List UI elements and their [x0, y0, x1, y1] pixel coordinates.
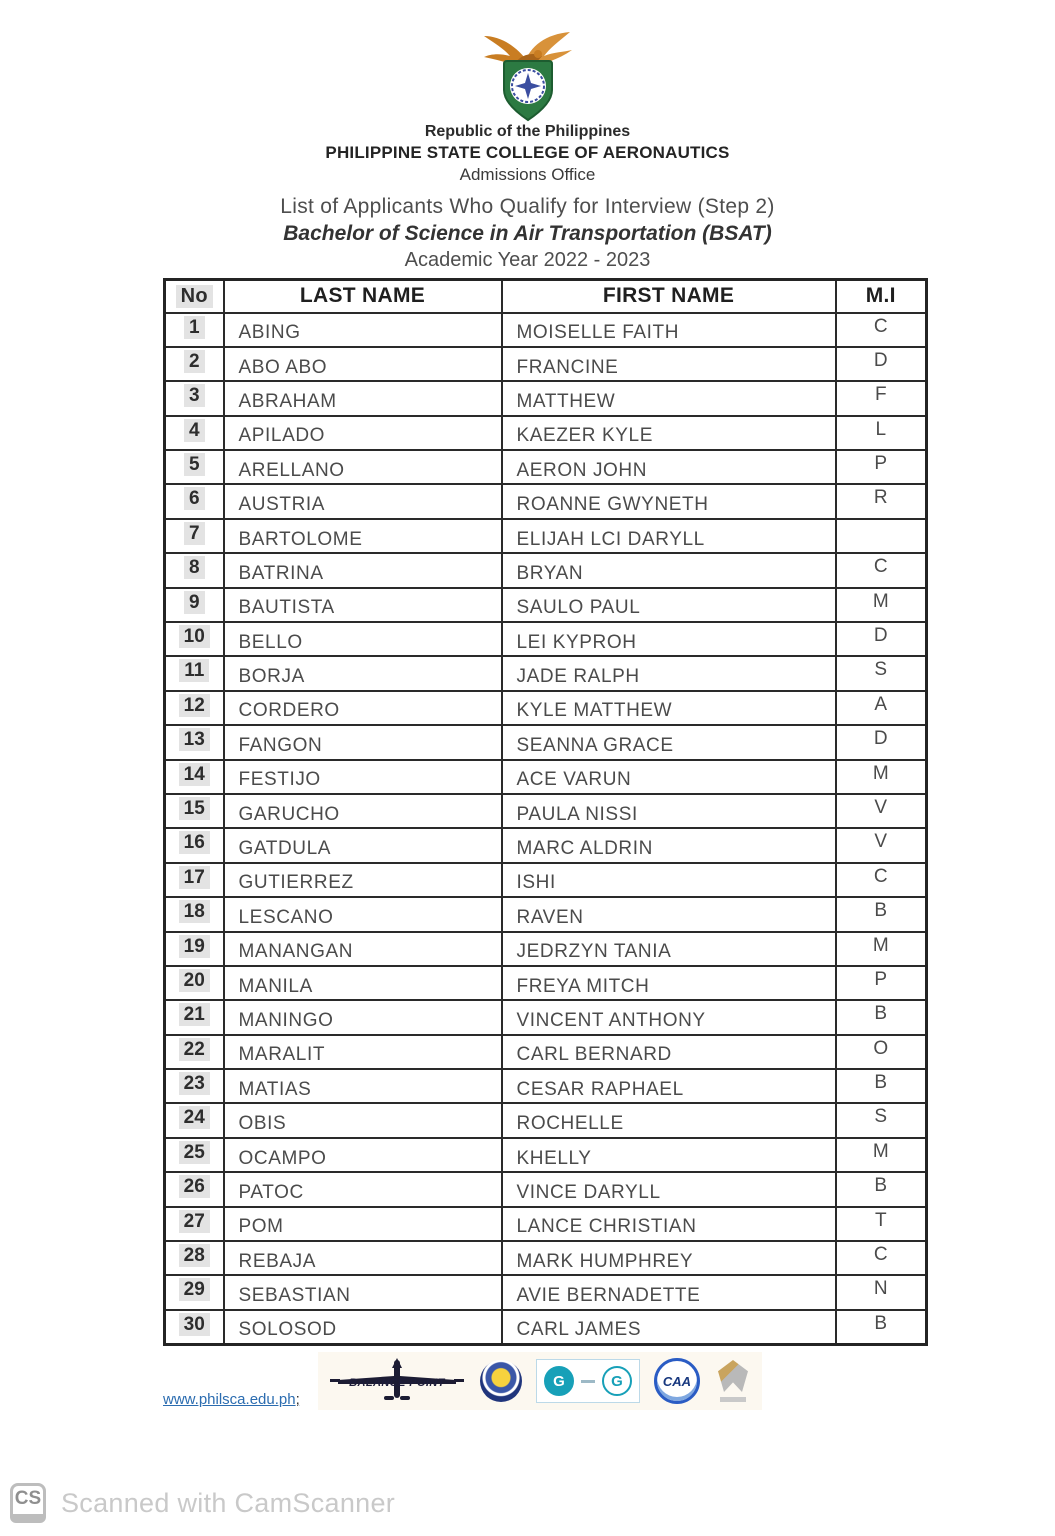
first-name-cell: LEI KYPROH	[502, 622, 836, 656]
row-number: 11	[179, 659, 209, 682]
row-number-cell	[165, 484, 224, 518]
middle-initial-cell: M	[836, 1138, 927, 1172]
table-row	[165, 966, 927, 1000]
row-number: 28	[179, 1244, 210, 1267]
gold-wing-logo	[714, 1358, 752, 1404]
table-row	[165, 519, 927, 553]
caa-logo	[654, 1358, 700, 1404]
row-number: 23	[179, 1072, 210, 1095]
row-number-cell	[165, 691, 224, 725]
first-name-cell: AERON JOHN	[502, 450, 836, 484]
row-number: 13	[179, 728, 210, 751]
first-name-cell: BRYAN	[502, 553, 836, 587]
table-row	[165, 416, 927, 450]
last-name-cell: BARTOLOME	[224, 519, 502, 553]
last-name-cell: BELLO	[224, 622, 502, 656]
last-name-cell: MANINGO	[224, 1000, 502, 1034]
last-name-cell: BATRINA	[224, 553, 502, 587]
table-row	[165, 1310, 927, 1344]
academic-year: Academic Year 2022 - 2023	[404, 249, 651, 271]
iso-certification-badges	[536, 1359, 640, 1403]
row-number-cell	[165, 1103, 224, 1137]
row-number: 9	[184, 591, 205, 614]
middle-initial-cell: D	[836, 347, 927, 381]
last-name-cell: LESCANO	[224, 897, 502, 931]
middle-initial-cell: M	[836, 760, 927, 794]
row-number: 3	[184, 384, 205, 407]
middle-initial-cell: B	[836, 1310, 927, 1344]
first-name-cell: FREYA MITCH	[502, 966, 836, 1000]
row-number-cell	[165, 966, 224, 1000]
row-number: 26	[179, 1175, 210, 1198]
row-number: 15	[179, 797, 210, 820]
shield-icon	[504, 61, 552, 120]
table-row	[165, 1172, 927, 1206]
row-number-cell	[165, 313, 224, 347]
last-name-cell: FESTIJO	[224, 760, 502, 794]
last-name-cell: APILADO	[224, 416, 502, 450]
middle-initial-cell: B	[836, 1172, 927, 1206]
balance-point-logo	[328, 1356, 466, 1406]
last-name-cell: REBAJA	[224, 1241, 502, 1275]
middle-initial-cell: A	[836, 691, 927, 725]
last-name-cell: ABO ABO	[224, 347, 502, 381]
document-footer	[163, 1352, 925, 1412]
first-name-cell: MOISELLE FAITH	[502, 313, 836, 347]
row-number-cell	[165, 1241, 224, 1275]
first-name-cell: KAEZER KYLE	[502, 416, 836, 450]
row-number-cell	[165, 347, 224, 381]
certification-badge-icon: G	[602, 1366, 632, 1396]
row-number: 30	[179, 1313, 210, 1336]
row-number: 4	[184, 419, 205, 442]
table-row	[165, 450, 927, 484]
table-body	[165, 313, 927, 1345]
last-name-cell: ABING	[224, 313, 502, 347]
table-row	[165, 828, 927, 862]
row-number-cell	[165, 932, 224, 966]
first-name-cell: AVIE BERNADETTE	[502, 1275, 836, 1309]
office-name: Admissions Office	[459, 165, 596, 184]
applicants-table	[163, 278, 928, 1346]
first-name-cell: ISHI	[502, 863, 836, 897]
table-row	[165, 1035, 927, 1069]
camscanner-icon	[10, 1483, 46, 1523]
row-number: 8	[184, 556, 205, 579]
first-name-cell: ROCHELLE	[502, 1103, 836, 1137]
philsca-seal-icon	[472, 28, 584, 122]
row-number-cell	[165, 1310, 224, 1344]
row-number-cell	[165, 828, 224, 862]
row-number: 12	[179, 694, 210, 717]
last-name-cell: ABRAHAM	[224, 381, 502, 415]
middle-initial-cell: V	[836, 828, 927, 862]
last-name-cell: ARELLANO	[224, 450, 502, 484]
first-name-cell: JADE RALPH	[502, 656, 836, 690]
table-row	[165, 553, 927, 587]
gold-wing-icon	[718, 1360, 748, 1392]
middle-initial-cell: T	[836, 1207, 927, 1241]
middle-initial-cell: D	[836, 725, 927, 759]
middle-initial-cell: O	[836, 1035, 927, 1069]
row-number: 2	[184, 350, 205, 373]
last-name-cell: MANANGAN	[224, 932, 502, 966]
middle-initial-cell: D	[836, 622, 927, 656]
last-name-cell: GARUCHO	[224, 794, 502, 828]
table-row	[165, 484, 927, 518]
row-number-cell	[165, 519, 224, 553]
first-name-cell: ACE VARUN	[502, 760, 836, 794]
last-name-cell: OCAMPO	[224, 1138, 502, 1172]
first-name-cell: VINCE DARYLL	[502, 1172, 836, 1206]
first-name-cell: ROANNE GWYNETH	[502, 484, 836, 518]
row-number-cell	[165, 1207, 224, 1241]
row-number: 27	[179, 1210, 210, 1233]
table-row	[165, 347, 927, 381]
first-name-cell: CARL JAMES	[502, 1310, 836, 1344]
row-number: 6	[184, 487, 205, 510]
table-row	[165, 313, 927, 347]
country-line: Republic of the Philippines	[424, 123, 631, 140]
table-row	[165, 1103, 927, 1137]
row-number-cell	[165, 725, 224, 759]
middle-initial-cell: C	[836, 863, 927, 897]
table-row	[165, 1069, 927, 1103]
middle-initial-cell: F	[836, 381, 927, 415]
middle-initial-cell: M	[836, 588, 927, 622]
website-link[interactable]	[163, 1391, 300, 1408]
first-name-cell: MARC ALDRIN	[502, 828, 836, 862]
table-row	[165, 1275, 927, 1309]
middle-initial-cell: B	[836, 1000, 927, 1034]
row-number: 10	[179, 625, 210, 648]
first-name-cell: RAVEN	[502, 897, 836, 931]
camscanner-bar	[0, 1470, 1055, 1536]
middle-initial-cell: V	[836, 794, 927, 828]
college-name: PHILIPPINE STATE COLLEGE OF AERONAUTICS	[325, 143, 730, 162]
first-name-cell: CARL BERNARD	[502, 1035, 836, 1069]
row-number-cell	[165, 450, 224, 484]
first-name-cell: FRANCINE	[502, 347, 836, 381]
philsca-round-seal-icon	[480, 1360, 522, 1402]
row-number: 16	[179, 831, 210, 854]
first-name-cell: LANCE CHRISTIAN	[502, 1207, 836, 1241]
document-header	[0, 0, 1055, 273]
table-row	[165, 622, 927, 656]
row-number: 14	[179, 763, 210, 786]
row-number: 22	[179, 1038, 210, 1061]
program-title: Bachelor of Science in Air Transportation (BSAT)	[283, 222, 772, 245]
table-row	[165, 1138, 927, 1172]
camscanner-text: Scanned with CamScanner	[61, 1487, 396, 1518]
last-name-cell: AUSTRIA	[224, 484, 502, 518]
row-number-cell	[165, 897, 224, 931]
first-name-cell: ELIJAH LCI DARYLL	[502, 519, 836, 553]
row-number: 18	[179, 900, 210, 923]
table-row	[165, 1000, 927, 1034]
column-header-no	[165, 280, 224, 313]
middle-initial-cell: C	[836, 1241, 927, 1275]
caa-label: CAA	[662, 1373, 692, 1389]
last-name-cell: BORJA	[224, 656, 502, 690]
last-name-cell: MATIAS	[224, 1069, 502, 1103]
middle-initial-cell: N	[836, 1275, 927, 1309]
row-number: 24	[179, 1106, 210, 1129]
gold-logo-caption	[720, 1397, 746, 1402]
website-url: www.philsca.edu.ph	[163, 1391, 296, 1408]
middle-initial-cell: R	[836, 484, 927, 518]
first-name-cell: MATTHEW	[502, 381, 836, 415]
column-header-first-name: FIRST NAME	[502, 280, 836, 313]
list-title: List of Applicants Who Qualify for Interview (Step 2)	[280, 195, 775, 218]
last-name-cell: OBIS	[224, 1103, 502, 1137]
row-number-cell	[165, 794, 224, 828]
first-name-cell: MARK HUMPHREY	[502, 1241, 836, 1275]
last-name-cell: GUTIERREZ	[224, 863, 502, 897]
last-name-cell: SEBASTIAN	[224, 1275, 502, 1309]
first-name-cell: SAULO PAUL	[502, 588, 836, 622]
first-name-cell: CESAR RAPHAEL	[502, 1069, 836, 1103]
row-number: 29	[179, 1278, 210, 1301]
middle-initial-cell: S	[836, 656, 927, 690]
row-number-cell	[165, 416, 224, 450]
row-number-cell	[165, 553, 224, 587]
row-number-cell	[165, 1138, 224, 1172]
row-number: 20	[179, 969, 210, 992]
balance-point-label: BALANCE POINT	[349, 1377, 445, 1389]
column-header-no-label: No	[176, 285, 213, 308]
table-row	[165, 1207, 927, 1241]
last-name-cell: PATOC	[224, 1172, 502, 1206]
row-number-cell	[165, 760, 224, 794]
row-number-cell	[165, 1069, 224, 1103]
last-name-cell: MANILA	[224, 966, 502, 1000]
row-number: 19	[179, 935, 210, 958]
row-number-cell	[165, 1000, 224, 1034]
last-name-cell: BAUTISTA	[224, 588, 502, 622]
middle-initial-cell: C	[836, 553, 927, 587]
row-number-cell	[165, 1035, 224, 1069]
row-number: 5	[184, 453, 205, 476]
row-number-cell	[165, 1275, 224, 1309]
footer-logo-strip	[318, 1352, 762, 1410]
first-name-cell: JEDRZYN TANIA	[502, 932, 836, 966]
middle-initial-cell	[836, 519, 927, 553]
row-number: 25	[179, 1141, 210, 1164]
middle-initial-cell: P	[836, 966, 927, 1000]
table-row	[165, 588, 927, 622]
column-header-last-name: LAST NAME	[224, 280, 502, 313]
middle-initial-cell: S	[836, 1103, 927, 1137]
table-row	[165, 725, 927, 759]
table-row	[165, 760, 927, 794]
row-number-cell	[165, 863, 224, 897]
last-name-cell: FANGON	[224, 725, 502, 759]
first-name-cell: KYLE MATTHEW	[502, 691, 836, 725]
row-number-cell	[165, 622, 224, 656]
middle-initial-cell: C	[836, 313, 927, 347]
dash-divider	[581, 1380, 595, 1383]
certification-badge-icon: G	[544, 1366, 574, 1396]
table-row	[165, 932, 927, 966]
camscanner-icon-label: CS	[14, 1488, 42, 1509]
table-header-row	[165, 280, 927, 313]
middle-initial-cell: M	[836, 932, 927, 966]
row-number-cell	[165, 381, 224, 415]
first-name-cell: VINCENT ANTHONY	[502, 1000, 836, 1034]
website-suffix: ;	[295, 1391, 300, 1408]
row-number-cell	[165, 1172, 224, 1206]
middle-initial-cell: B	[836, 897, 927, 931]
table-row	[165, 691, 927, 725]
middle-initial-cell: B	[836, 1069, 927, 1103]
row-number: 21	[179, 1003, 210, 1026]
row-number-cell	[165, 588, 224, 622]
table-row	[165, 863, 927, 897]
table-row	[165, 381, 927, 415]
last-name-cell: MARALIT	[224, 1035, 502, 1069]
row-number: 1	[184, 316, 205, 339]
first-name-cell: PAULA NISSI	[502, 794, 836, 828]
last-name-cell: GATDULA	[224, 828, 502, 862]
first-name-cell: SEANNA GRACE	[502, 725, 836, 759]
table-row	[165, 794, 927, 828]
column-header-middle-initial: M.I	[836, 280, 927, 313]
last-name-cell: SOLOSOD	[224, 1310, 502, 1344]
first-name-cell: KHELLY	[502, 1138, 836, 1172]
middle-initial-cell: P	[836, 450, 927, 484]
row-number: 17	[179, 866, 210, 889]
table-row	[165, 897, 927, 931]
middle-initial-cell: L	[836, 416, 927, 450]
last-name-cell: CORDERO	[224, 691, 502, 725]
table-row	[165, 656, 927, 690]
table-row	[165, 1241, 927, 1275]
row-number: 7	[184, 522, 205, 545]
last-name-cell: POM	[224, 1207, 502, 1241]
row-number-cell	[165, 656, 224, 690]
